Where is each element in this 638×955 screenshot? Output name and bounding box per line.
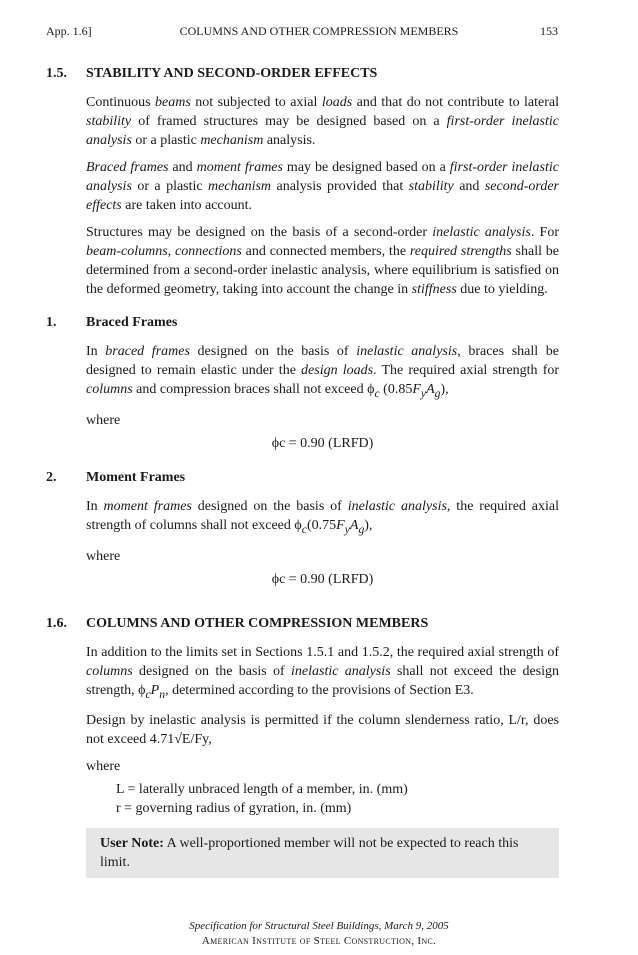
paragraph: In braced frames designed on the basis of inelastic analysis, braces shall be designed to remain elastic under the design loads. The required axial strength for columns and compression braces shall not exceed $\phi_c$ $(0.85F_yA_g)$, [86,344,560,400]
paragraph: In addition to the limits set in Sections 1.5.1 and 1.5.2, the required axial strength of columns designed on the basis of inelastic analysis shall not exceed the design strength, $\phi_cP_n$, determined according to the provisions of Section E3. [86,644,560,701]
paragraph: Design by inelastic analysis is permitted if the column slenderness ratio, L/r, does not exceed 4.71√E/Fy, [86,713,559,748]
section-1-6-heading [46,614,559,634]
paragraph: Structures may be designed on the basis of a second-order inelastic analysis. For beam-columns, connections and connected members, the required strengths shall be determined from a second-order inelastic analysis, where equilibrium is satisfied on the deformed geometry, taking into account the change in stiffness due to yielding. [86,225,560,297]
section-number: 1. [46,315,57,330]
definition-r: r = governing radius of gyration, in. (mm) [116,801,352,817]
definition-L: L = laterally unbraced length of a member, in. (mm) [116,782,408,798]
equation: ϕc = 0.90 (LRFD) [271,571,374,587]
paragraph: Braced frames and moment frames may be designed based on a first-order inelastic analysis or a plastic mechanism analysis provided that stability and second-order effects are taken into account. [86,160,559,213]
section-number: 2. [46,469,57,485]
footer-publisher: American Institute of Steel Construction, Inc. [201,935,437,947]
subsection-1-heading [46,313,559,333]
where-label: where [86,548,121,564]
paragraph: Continuous beams not subjected to axial loads and that do not contribute to lateral stability of framed structures may be designed based on a first-order inelastic analysis or a plastic mechanism analysis. [86,95,560,148]
equation: ϕc = 0.90 (LRFD) [271,435,374,451]
footer-spec-title: Specification for Structural Steel Buildings, March 9, 2005 [189,920,449,932]
section-title: Moment Frames [86,469,186,485]
section-number: 1.6. [46,615,67,631]
page-footer [0,919,638,949]
section-title: STABILITY AND SECOND-ORDER EFFECTS [86,66,378,81]
user-note-box [86,828,559,878]
subsection-2-heading [46,468,559,488]
page-body [46,64,559,878]
page-number: 153 [540,24,558,38]
section-title: COLUMNS AND OTHER COMPRESSION MEMBERS [86,615,429,631]
where-label: where [86,412,121,428]
running-header-title: COLUMNS AND OTHER COMPRESSION MEMBERS [179,24,459,38]
running-header-left: App. 1.6] [46,24,92,38]
user-note-text: A well-proportioned member will not be expected to reach this limit. [100,836,519,871]
section-number: 1.5. [46,66,67,81]
section-1-5-heading [46,64,559,84]
user-note-label: User Note: [100,836,164,852]
section-title: Braced Frames [86,315,178,330]
where-label: where [86,759,121,775]
paragraph: In moment frames designed on the basis of inelastic analysis, the required axial strength of columns shall not exceed $\phi_c(0.75F_yA_g)$, [86,498,560,536]
